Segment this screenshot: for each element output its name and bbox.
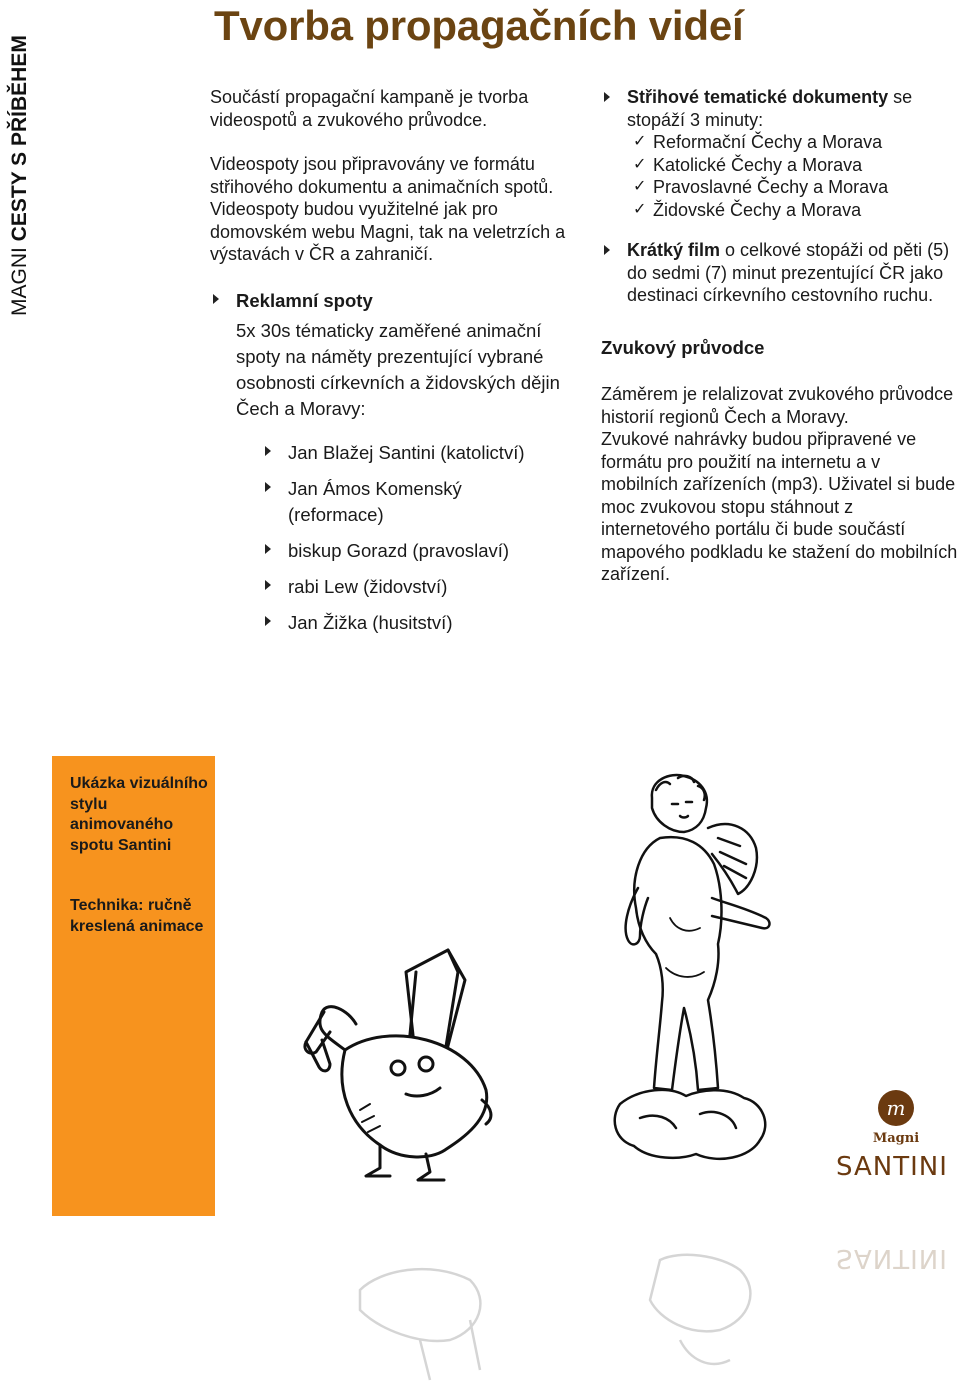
santini-brand: SANTINI [836,1152,948,1182]
cartoon-character-illustration [230,940,500,1190]
reklamni-spoty-section [210,288,580,636]
svg-text:Magni: Magni [872,1131,920,1146]
list-item: rabi Lew (židovství) [262,574,580,600]
videospots-paragraph: Videospoty jsou připravovány ve formátu střihového dokumentu a animačních spotů. Videospoty budou využitelné jak pro domovském webu Magni, tak na veletrzích a výstavách v ČR a zahraničí. [210,154,566,264]
sound-paragraph-2: Zvukové nahrávky budou připravené ve formátu pro použití na internetu a v mobilních zařízeních (mp3). Uživatel si bude moc zvukovou stopu stáhnout z internetového portálu či bude součástí mapového podkladu ke stažení do mobilních zařízení. [601,429,958,584]
panel-caption-sample: Ukázka vizuálního stylu animovaného spotu Santini [70,775,208,854]
check-item: ✓ Katolické Čechy a Morava [633,154,960,177]
strihove-rest: se stopáží 3 minuty: [627,87,913,130]
intro-paragraph: Součástí propagační kampaně je tvorba videospotů a zvukového průvodce. [210,87,529,130]
list-item: Jan Žižka (husitství) [262,610,580,636]
sound-guide-text [601,383,960,586]
sound-guide-heading: Zvukový průvodce [601,336,765,358]
sound-paragraph-1: Záměrem je relalizovat zvukového průvodce historií regionů Čech a Moravy. [601,384,954,427]
check-item: ✓ Pravoslavné Čechy a Morava [633,176,960,199]
strihove-dokumenty [601,86,960,221]
artwork-reflection [300,1230,960,1388]
list-item: Jan Blažej Santini (katolictví) [262,440,580,466]
check-item: ✓ Židovské Čechy a Morava [633,199,960,222]
right-column [601,86,960,586]
svg-text:m: m [886,1096,906,1120]
kratky-rest: o celkové stopáži od pěti (5) do sedmi (7) minut prezentující ČR jako destinaci církevního cestovního ruchu. [627,240,950,305]
page-title: Tvorba propagačních videí [214,2,744,49]
kratky-film [601,239,960,307]
document-checklist [627,131,960,221]
style-sample-panel [52,756,215,1216]
cherub-statue-illustration [600,768,780,1173]
side-label-bold: CESTY S PŘÍBĚHEM [8,35,31,242]
santini-brand-reflection: SANTINI [836,1243,948,1273]
side-label-prefix: MAGNI [8,247,31,316]
check-item: ✓ Reformační Čechy a Morava [633,131,960,154]
kratky-bold: Krátký film [627,240,721,260]
strihove-bold: Střihové tematické dokumenty [627,87,889,107]
reklamni-spoty-desc: 5x 30s tématicky zaměřené animační spoty na náměty prezentující vybrané osobnosti církevních a židovských dějin Čech a Moravy: [236,319,560,419]
list-item: biskup Gorazd (pravoslaví) [262,538,580,564]
side-label [0,0,40,320]
panel-caption-technique: Technika: ručně kreslená animace [70,897,204,935]
personality-list [210,440,580,636]
left-column [210,86,580,646]
magni-logo-icon [866,1086,926,1146]
list-item: Jan Ámos Komenský (reformace) [262,476,488,528]
reklamni-spoty-heading: Reklamní spoty [210,288,580,314]
